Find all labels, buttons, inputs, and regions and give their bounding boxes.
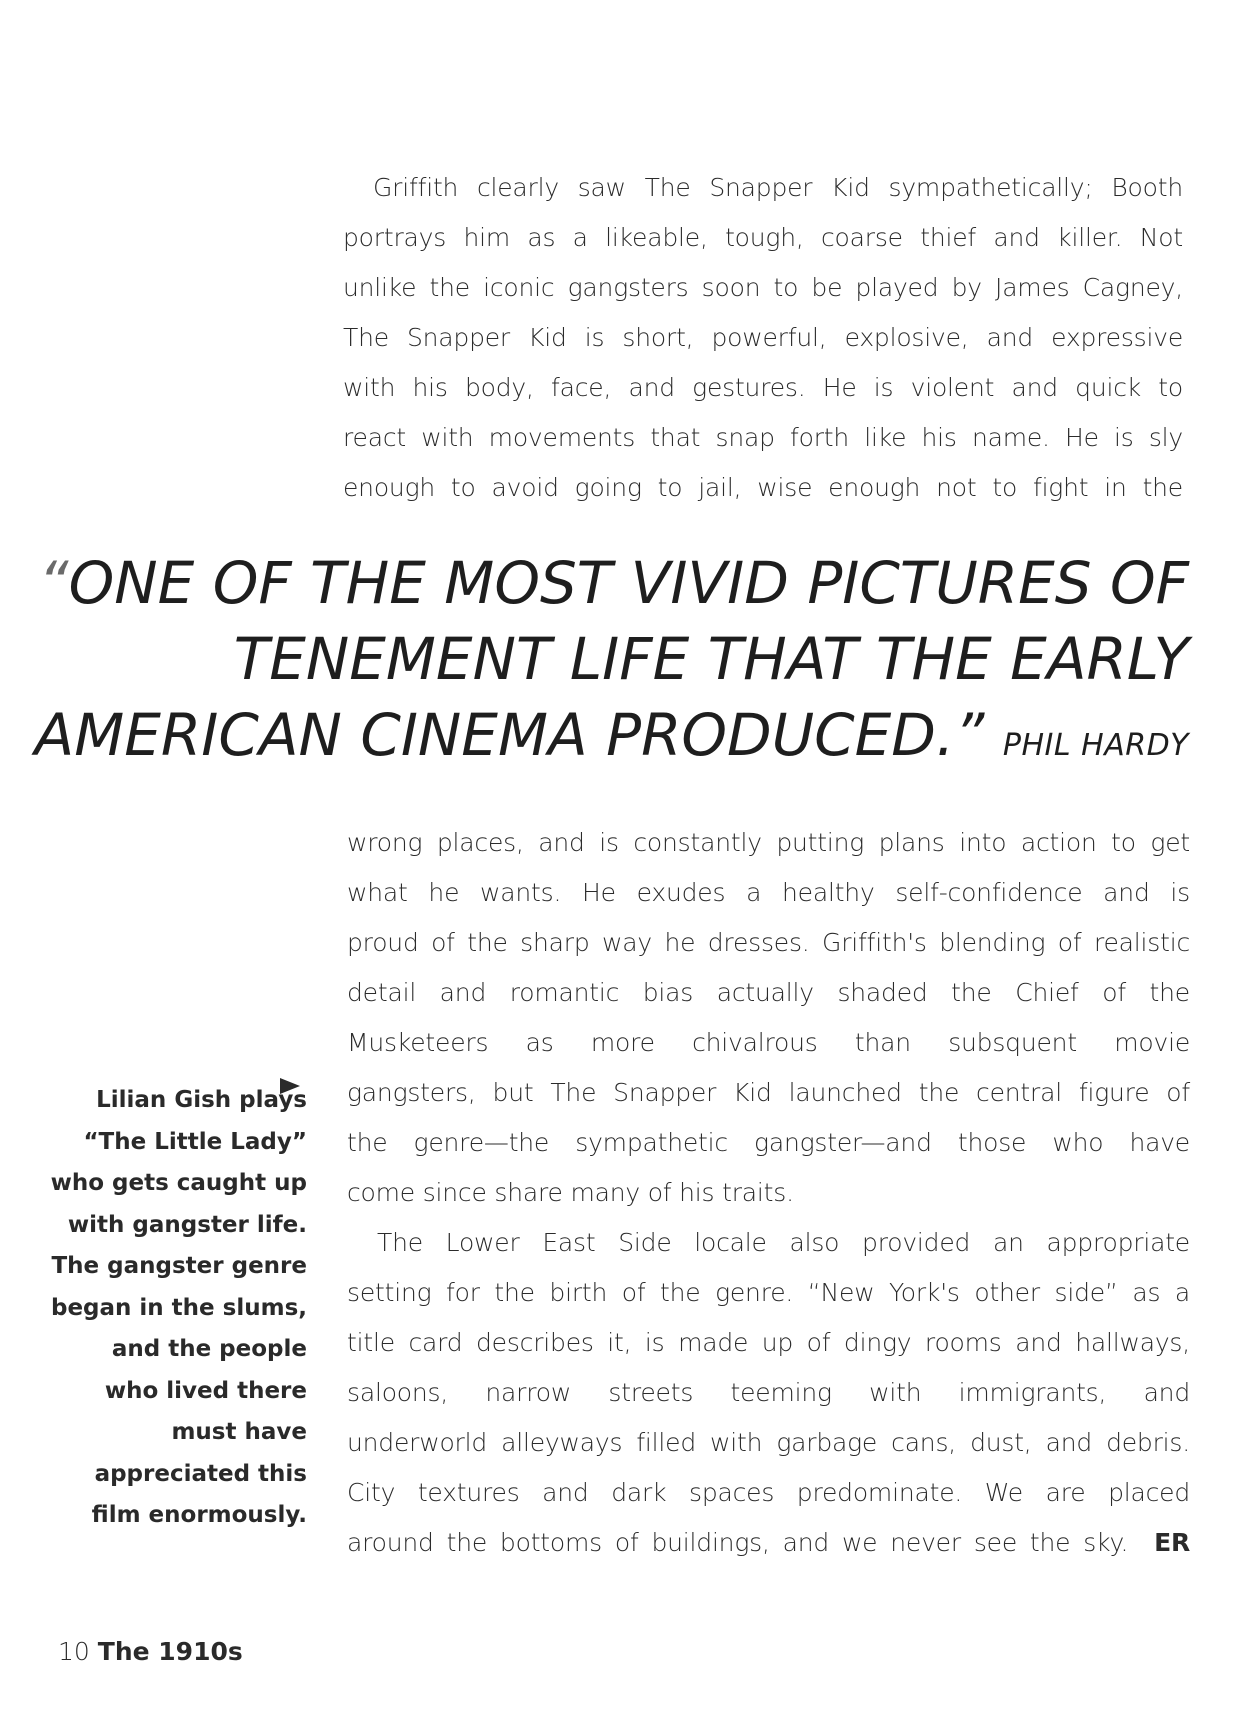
caption-line: began in the slums,: [50, 1294, 307, 1321]
caption-line: and the people: [111, 1336, 307, 1362]
text-line: portrays him as a likeable, tough, coarse thief and killer. Not: [343, 223, 1183, 252]
body-column-top: [343, 163, 1183, 513]
text-line: come since share many of his traits.: [347, 1178, 794, 1207]
caption-line: with gangster life.: [67, 1211, 307, 1238]
text-line: react with movements that snap forth like his name. He is sly: [343, 423, 1183, 452]
text-line: The Lower East Side locale also provided an appropriate: [377, 1228, 1190, 1257]
image-caption: [51, 1080, 307, 1537]
page-number: 10: [58, 1637, 90, 1666]
text-fragment: around the bottoms of buildings, and we never see the sky.: [347, 1528, 1129, 1557]
pull-quote-author: PHIL HARDY: [1002, 728, 1189, 763]
text-line: Griffith clearly saw The Snapper Kid sympathetically; Booth: [373, 173, 1183, 202]
pull-quote-line-3: [35, 697, 1189, 784]
text-line: The Snapper Kid is short, powerful, explosive, and expressive: [343, 323, 1183, 352]
pull-quote-line-2: [234, 621, 1189, 697]
paragraph: [343, 163, 1183, 513]
author-signature: ER: [1154, 1528, 1190, 1557]
text-line: City textures and dark spaces predominate. We are placed: [347, 1478, 1190, 1507]
body-column-bottom: [347, 818, 1190, 1568]
pull-quote-text: TENEMENT LIFE THAT THE EARLY: [233, 625, 1189, 693]
text-line: detail and romantic bias actually shaded the Chief of the: [347, 978, 1190, 1007]
text-line: title card describes it, is made up of dingy rooms and hallways,: [347, 1328, 1190, 1357]
text-line: proud of the sharp way he dresses. Griffith's blending of realistic: [347, 928, 1190, 957]
open-quote-mark: “: [38, 549, 69, 617]
caption-line: film enormously.: [91, 1502, 307, 1528]
caption-line: The gangster genre: [51, 1253, 307, 1279]
text-line: what he wants. He exudes a healthy self-confidence and is: [347, 878, 1190, 907]
text-line: underworld alleyways filled with garbage cans, dust, and debris.: [347, 1428, 1190, 1457]
caption-line: appreciated this: [94, 1460, 307, 1487]
caption-line: Lilian Gish plays: [96, 1087, 307, 1113]
caption-line: who gets caught up: [50, 1170, 307, 1196]
text-line: Musketeers as more chivalrous than subsquent movie: [347, 1028, 1190, 1057]
text-line: setting for the birth of the genre. “New York's other side” as a: [347, 1278, 1190, 1307]
section-title: The 1910s: [97, 1637, 243, 1666]
text-line: saloons, narrow streets teeming with immigrants, and: [347, 1378, 1190, 1407]
pull-quote-line-1: [39, 545, 1189, 621]
pull-quote-text: ONE OF THE MOST VIVID PICTURES OF: [68, 549, 1189, 617]
paragraph: [347, 818, 1190, 1218]
text-line: with his body, face, and gestures. He is violent and quick to: [343, 373, 1183, 402]
pull-quote-text: AMERICAN CINEMA PRODUCED.”: [34, 701, 985, 769]
caption-line: “The Little Lady”: [83, 1128, 307, 1155]
text-line: [347, 1518, 1190, 1568]
text-line: enough to avoid going to jail, wise enough not to fight in the: [343, 473, 1183, 502]
text-line: gangsters, but The Snapper Kid launched the central figure of: [347, 1078, 1190, 1107]
text-line: the genre—the sympathetic gangster—and those who have: [347, 1128, 1190, 1157]
text-line: unlike the iconic gangsters soon to be played by James Cagney,: [343, 273, 1183, 302]
caption-line: who lived there: [104, 1377, 307, 1404]
paragraph: [347, 1218, 1190, 1568]
text-line: wrong places, and is constantly putting plans into action to get: [347, 828, 1190, 857]
page-folio: [58, 1637, 243, 1666]
caption-line: must have: [171, 1419, 307, 1445]
